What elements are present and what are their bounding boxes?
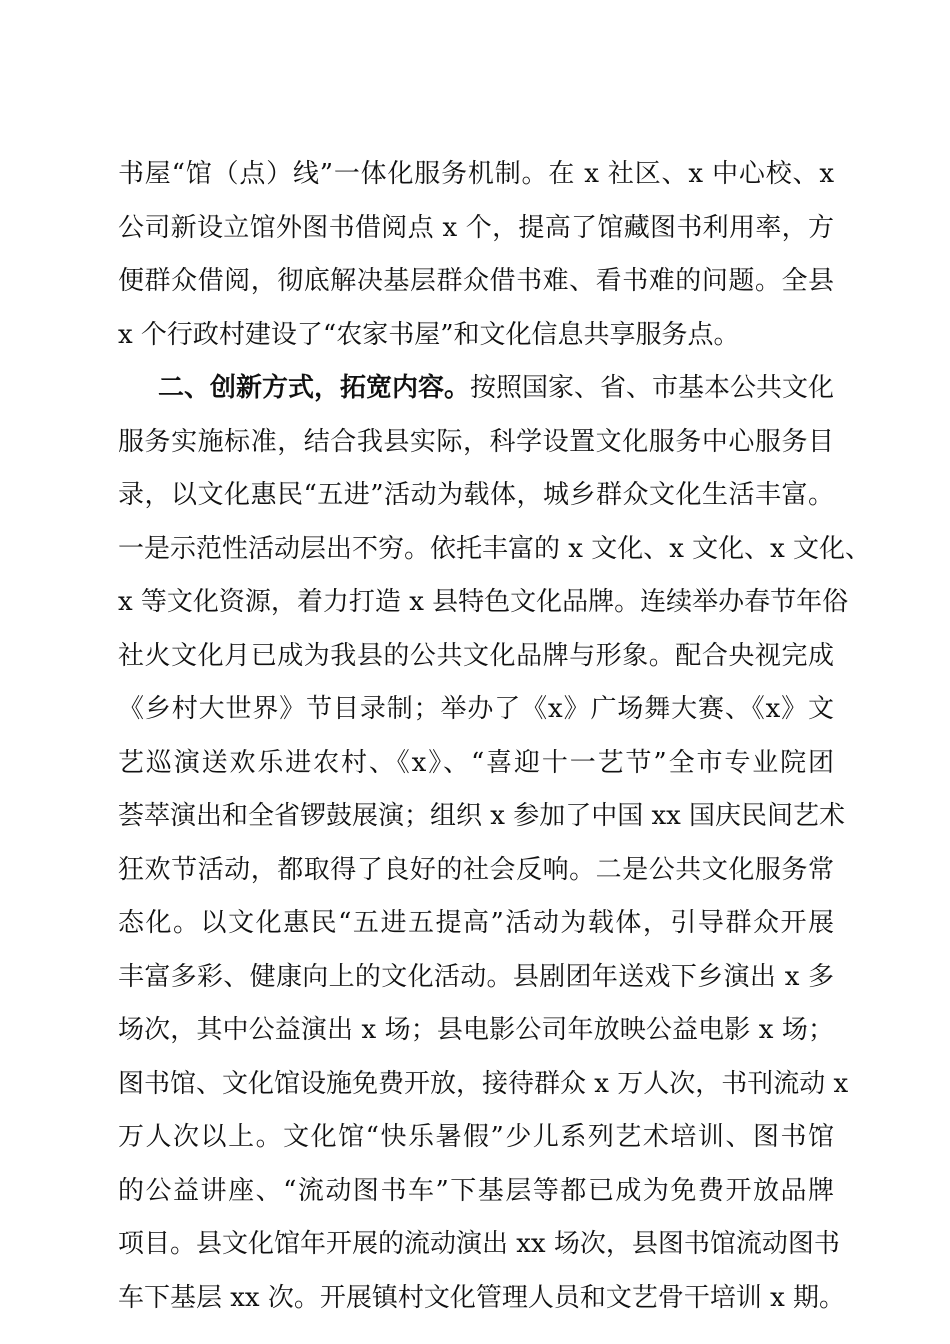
text-line: 书屋“馆（点）线”一体化服务机制。在 x 社区、x 中心校、x (118, 159, 834, 189)
paragraph-2-first-line (118, 362, 834, 416)
text-line: 便群众借阅，彻底解决基层群众借书难、看书难的问题。全县 (118, 266, 834, 296)
text-line: 车下基层 xx 次。开展镇村文化管理人员和文艺骨干培训 x 期。 (118, 1282, 846, 1313)
text-line: 场次，其中公益演出 x 场；县电影公司年放映公益电影 x 场； (118, 1015, 834, 1045)
text-line: 的公益讲座、“流动图书车”下基层等都已成为免费开放品牌 (118, 1175, 834, 1206)
text-line: 公司新设立馆外图书借阅点 x 个，提高了馆藏图书利用率，方 (118, 212, 834, 243)
text-line: 万人次以上。文化馆“快乐暑假”少儿系列艺术培训、图书馆 (118, 1122, 834, 1152)
document-body (118, 148, 872, 1325)
text-line: 《乡村大世界》节目录制；举办了《x》广场舞大赛、《x》文 (118, 694, 834, 724)
section-heading: 二、创新方式，拓宽内容。 (158, 373, 471, 403)
text-run: 按照国家、省、市基本公共文化 (470, 373, 835, 403)
text-line: 态化。以文化惠民“五进五提高”活动为载体，引导群众开展 (118, 908, 834, 938)
paragraph-2 (118, 362, 872, 1325)
text-line: 荟萃演出和全省锣鼓展演；组织 x 参加了中国 xx 国庆民间艺术 (118, 801, 846, 831)
paragraph-1 (118, 148, 834, 362)
text-line: 图书馆、文化馆设施免费开放，接待群众 x 万人次，书刊流动 x (118, 1068, 849, 1099)
text-line: x 等文化资源，着力打造 x 县特色文化品牌。连续举办春节年俗 (118, 587, 849, 617)
text-line: 艺巡演送欢乐进农村、《x》、“喜迎十一艺节”全市专业院团 (118, 747, 834, 778)
text-line: 服务实施标准，结合我县实际，科学设置文化服务中心服务目 (118, 426, 834, 457)
text-line: 狂欢节活动，都取得了良好的社会反响。二是公共文化服务常 (118, 854, 834, 885)
text-line: 录，以文化惠民“五进”活动为载体，城乡群众文化生活丰富。 (118, 480, 834, 510)
text-line: x 个行政村建设了“农家书屋”和文化信息共享服务点。 (118, 319, 740, 350)
text-line: 丰富多彩、健康向上的文化活动。县剧团年送戏下乡演出 x 多 (118, 961, 834, 992)
text-line: 项目。县文化馆年开展的流动演出 xx 场次，县图书馆流动图书 (118, 1229, 840, 1259)
text-line: 一是示范性活动层出不穷。依托丰富的 x 文化、x 文化、x 文化、 (118, 533, 872, 564)
text-line: 社火文化月已成为我县的公共文化品牌与形象。配合央视完成 (118, 640, 834, 671)
